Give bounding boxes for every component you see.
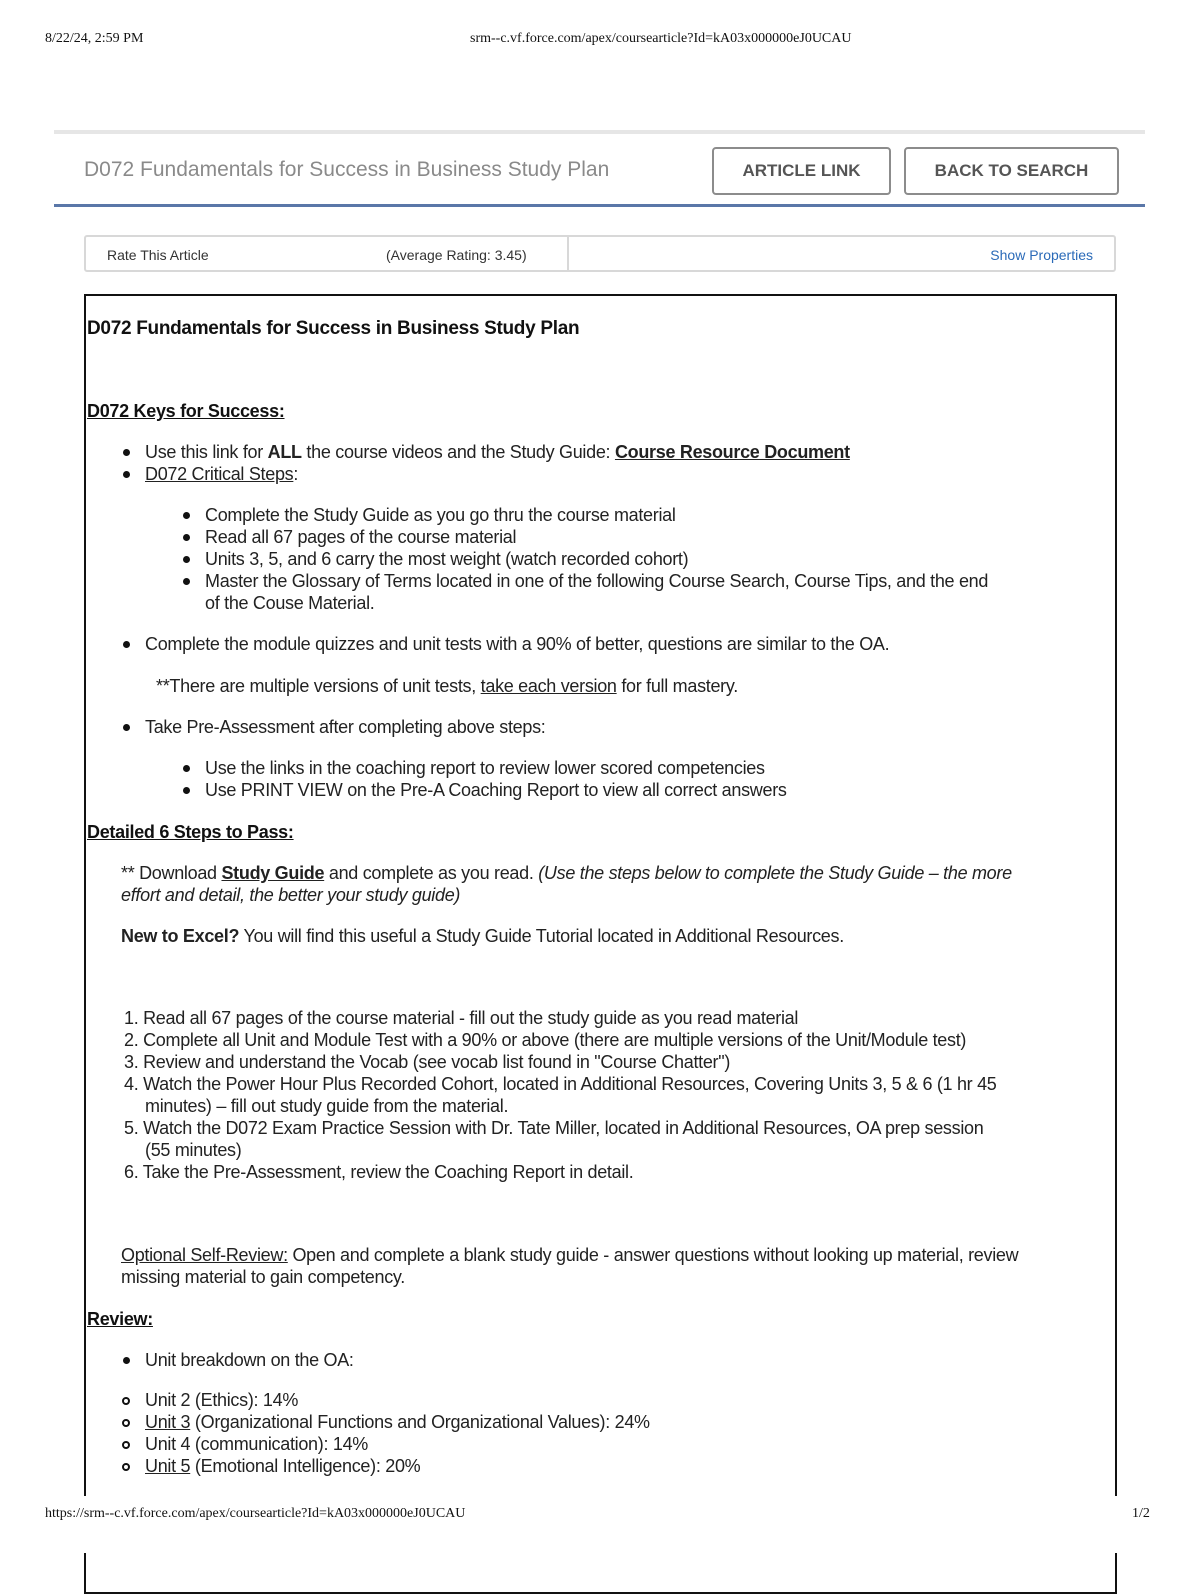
unit-item: Unit 5 (Emotional Intelligence): 20% — [145, 1456, 421, 1476]
download-line-cont: effort and detail, the better your study guide) — [121, 885, 461, 905]
rating-bar — [84, 235, 1116, 272]
list-item: Take Pre-Assessment after completing above steps: — [145, 717, 546, 737]
divider — [567, 237, 569, 270]
circle-bullet-icon — [122, 1397, 130, 1405]
unit-item: Unit 2 (Ethics): 14% — [145, 1390, 299, 1410]
list-item: Use this link for ALL the course videos and the Study Guide: Course Resource Document — [145, 442, 850, 462]
keys-heading: D072 Keys for Success: — [87, 401, 285, 421]
review-heading: Review: — [87, 1309, 153, 1329]
list-item: Unit breakdown on the OA: — [145, 1350, 354, 1370]
unit-5-link[interactable]: Unit 5 — [145, 1456, 191, 1476]
bullet-icon — [183, 534, 190, 541]
article-title: D072 Fundamentals for Success in Business Study Plan — [87, 318, 580, 339]
list-item: Read all 67 pages of the course material — [205, 527, 517, 547]
bullet-icon — [183, 787, 190, 794]
download-line: ** Download Study Guide and complete as you read. (Use the steps below to complete the Study Guide – the more — [121, 863, 1012, 883]
print-datetime: 8/22/24, 2:59 PM — [45, 31, 144, 46]
article-header — [54, 130, 1145, 207]
circle-bullet-icon — [122, 1441, 130, 1449]
list-item: Use PRINT VIEW on the Pre-A Coaching Report to view all correct answers — [205, 780, 787, 800]
bullet-icon — [123, 1357, 130, 1364]
bullet-icon — [183, 556, 190, 563]
bullet-icon — [183, 512, 190, 519]
bullet-icon — [123, 449, 130, 456]
unit-item: Unit 4 (communication): 14% — [145, 1434, 368, 1454]
bullet-icon — [123, 724, 130, 731]
print-url: srm--c.vf.force.com/apex/coursearticle?Id=kA03x000000eJ0UCAU — [470, 31, 852, 46]
step-item: 5. Watch the D072 Exam Practice Session with Dr. Tate Miller, located in Additional Resources, OA prep session — [124, 1118, 984, 1138]
step-item: 6. Take the Pre-Assessment, review the Coaching Report in detail. — [124, 1162, 634, 1182]
article-link-button[interactable]: ARTICLE LINK — [712, 147, 891, 195]
page-number: 1/2 — [1132, 1506, 1150, 1521]
unit-item: Unit 3 (Organizational Functions and Organizational Values): 24% — [145, 1412, 650, 1432]
list-item: Use the links in the coaching report to review lower scored competencies — [205, 758, 765, 778]
step-item-cont: minutes) – fill out study guide from the material. — [145, 1096, 509, 1116]
show-properties-link[interactable]: Show Properties — [990, 247, 1093, 263]
step-item: 2. Complete all Unit and Module Test with a 90% or above (there are multiple versions of the Unit/Module test) — [124, 1030, 967, 1050]
unit-3-link[interactable]: Unit 3 — [145, 1412, 191, 1432]
bullet-icon — [123, 471, 130, 478]
header-title: D072 Fundamentals for Success in Business Study Plan — [84, 158, 610, 181]
average-rating: (Average Rating: 3.45) — [386, 247, 527, 263]
take-each-version-link[interactable]: take each version — [480, 676, 617, 696]
list-item: Master the Glossary of Terms located in one of the following Course Search, Course Tips, and the end — [205, 571, 989, 591]
rate-article[interactable]: Rate This Article — [107, 247, 209, 263]
bullet-icon — [123, 641, 130, 648]
optional-review-cont: missing material to gain competency. — [121, 1267, 405, 1287]
critical-steps-link[interactable]: D072 Critical Steps — [145, 464, 294, 484]
course-resource-link[interactable]: Course Resource Document — [614, 442, 850, 462]
list-item: Complete the module quizzes and unit tests with a 90% of better, questions are similar to the OA. — [145, 634, 890, 654]
list-item-cont: of the Couse Material. — [205, 593, 375, 613]
study-guide-link[interactable]: Study Guide — [221, 863, 325, 883]
excel-note: New to Excel? You will find this useful a Study Guide Tutorial located in Additional Resources. — [121, 926, 844, 946]
steps-heading: Detailed 6 Steps to Pass: — [87, 822, 294, 842]
circle-bullet-icon — [122, 1419, 130, 1427]
step-item-cont: (55 minutes) — [145, 1140, 242, 1160]
list-item: D072 Critical Steps: — [145, 464, 299, 484]
back-to-search-button[interactable]: BACK TO SEARCH — [904, 147, 1119, 195]
optional-review: Optional Self-Review: Open and complete a blank study guide - answer questions without looking up material, review — [121, 1245, 1019, 1265]
list-item: Units 3, 5, and 6 carry the most weight (watch recorded cohort) — [205, 549, 689, 569]
step-item: 3. Review and understand the Vocab (see vocab list found in "Course Chatter") — [124, 1052, 731, 1072]
list-item: Complete the Study Guide as you go thru the course material — [205, 505, 676, 525]
circle-bullet-icon — [122, 1463, 130, 1471]
bullet-icon — [183, 578, 190, 585]
step-item: 1. Read all 67 pages of the course material - fill out the study guide as you read material — [124, 1008, 799, 1028]
bullet-icon — [183, 765, 190, 772]
print-url-bottom: https://srm--c.vf.force.com/apex/coursearticle?Id=kA03x000000eJ0UCAU — [45, 1506, 466, 1521]
unit-test-note: **There are multiple versions of unit tests, take each version for full mastery. — [156, 676, 738, 696]
step-item: 4. Watch the Power Hour Plus Recorded Cohort, located in Additional Resources, Covering Units 3, 5 & 6 (1 hr 45 — [124, 1074, 997, 1094]
